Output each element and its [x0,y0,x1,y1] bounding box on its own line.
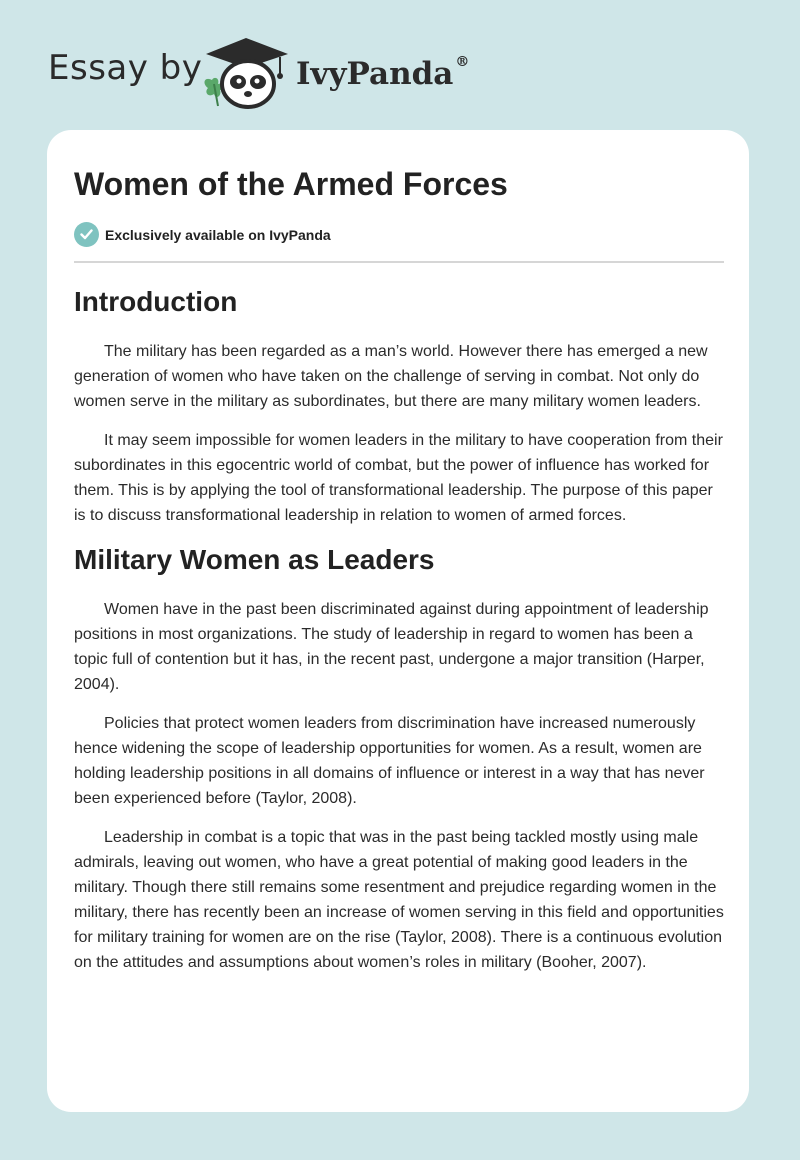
essay-by-label: Essay by [48,48,203,88]
panda-graduation-cap-icon[interactable] [200,34,292,110]
paragraph: Leadership in combat is a topic that was in the past being tackled mostly using male admirals, leaving out women, who have a great potential of making good leaders in the military. Though there still remains some resentment and prejudice regarding women in the military, there has recently been an increase of women serving in this field and opportunities for military training for women are on the rise (Taylor, 2008). There is a continuous evolution on the attitudes and assumptions about women’s roles in military (Booher, 2007). [74,829,724,971]
site-header [0,0,800,130]
check-icon [74,222,99,247]
brand-text: IvyPanda [296,56,454,92]
section-heading: Introduction [74,286,238,317]
paragraph: Policies that protect women leaders from discrimination have increased numerously hence widening the scope of leadership opportunities for women. As a result, women are holding leadership positions in all domains of influence or interest in a way that has never been experienced before (Taylor, 2008). [74,715,705,807]
essay-body [74,284,724,989]
exclusive-text: Exclusively available on IvyPanda [105,226,331,243]
title-divider [74,261,724,263]
paragraph: It may seem impossible for women leaders in the military to have cooperation from their subordinates in this egocentric world of combat, but the power of influence has worked for them. This is by applying the tool of transformational leadership. The purpose of this paper is to discuss transformational leadership in relation to women of armed forces. [74,432,723,524]
paragraph: Women have in the past been discriminated against during appointment of leadership positions in most organizations. The study of leadership in regard to women has been a topic full of contention but it has, in the recent past, undergone a major transition (Harper, 2004). [74,601,709,693]
essay-card [47,130,749,1112]
section-heading: Military Women as Leaders [74,544,435,575]
registered-mark: ® [455,54,470,70]
essay-title: Women of the Armed Forces [74,166,508,202]
exclusive-badge [74,222,331,247]
paragraph: The military has been regarded as a man’s world. However there has emerged a new generation of women who have taken on the challenge of serving in combat. Not only do women serve in the military as subordinates, but there are many military women leaders. [74,343,708,410]
brand-name[interactable] [296,56,469,92]
